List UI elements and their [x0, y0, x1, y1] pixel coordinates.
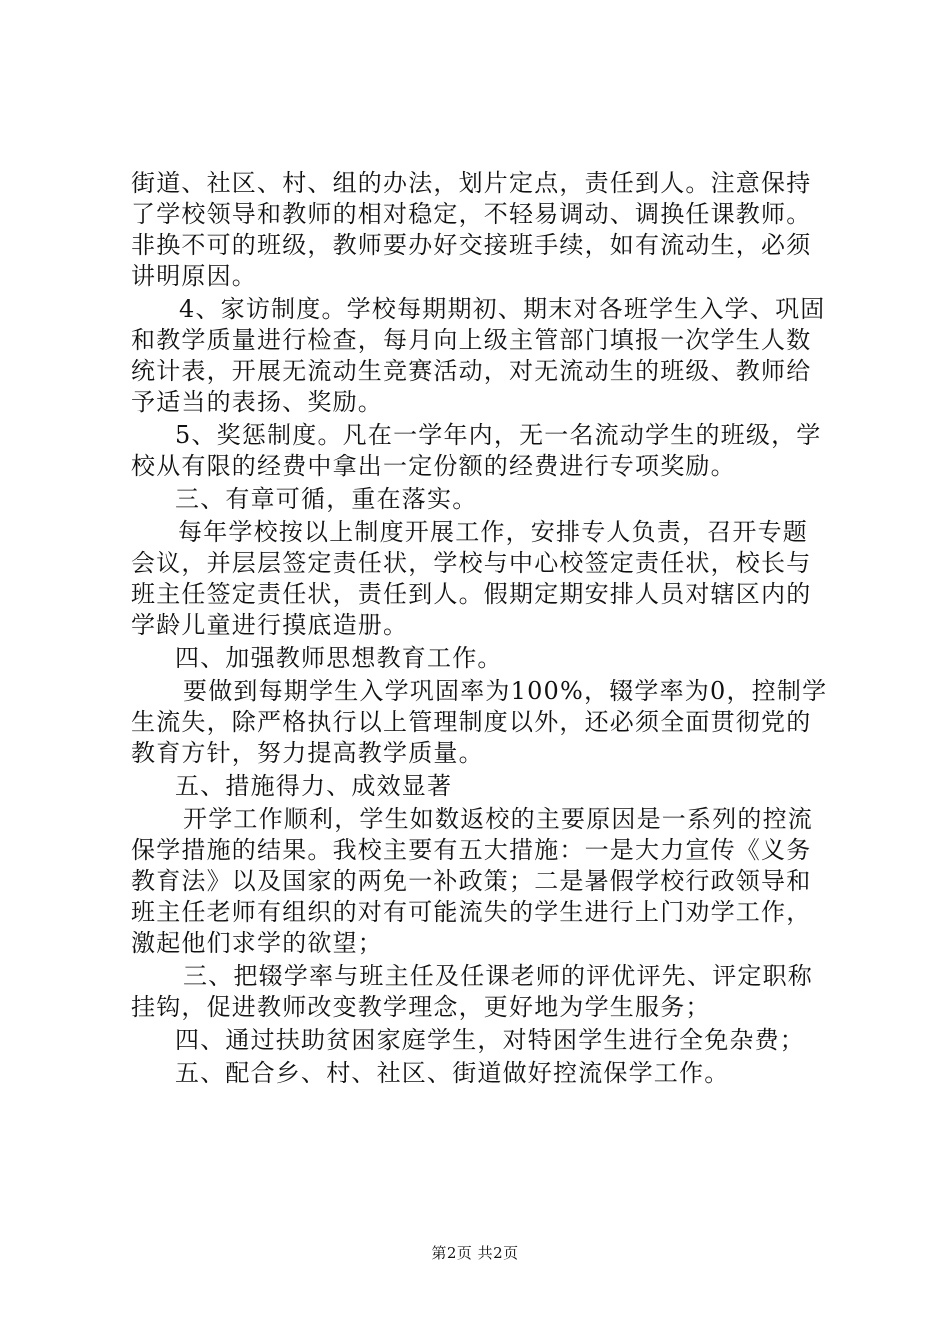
- paragraph-line: 了学校领导和教师的相对稳定，不轻易调动、调换任课教师。: [131, 200, 812, 228]
- paragraph-line: 保学措施的结果。我校主要有五大措施：一是大力宣传《义务: [131, 836, 812, 864]
- paragraph-line: 三、把辍学率与班主任及任课老师的评优评先、评定职称: [183, 962, 813, 990]
- paragraph-line: 激起他们求学的欲望；: [131, 929, 383, 957]
- paragraph-line: 街道、社区、村、组的办法，划片定点，责任到人。注意保持: [131, 169, 812, 197]
- section-heading: 三、有章可循，重在落实。: [175, 485, 478, 513]
- section-heading: 五、措施得力、成效显著: [175, 772, 453, 800]
- document-body: [131, 168, 831, 1089]
- paragraph-line: 校从有限的经费中拿出一定份额的经费进行专项奖励。: [131, 452, 736, 480]
- paragraph-line: 每年学校按以上制度开展工作，安排专人负责，召开专题: [178, 518, 808, 546]
- paragraph-line: 班主任签定责任状，责任到人。假期定期安排人员对辖区内的: [131, 580, 812, 608]
- paragraph-line: 教育方针，努力提高教学质量。: [131, 739, 484, 767]
- paragraph-line: 要做到每期学生入学巩固率为100%，辍学率为0，控制学: [183, 677, 828, 705]
- paragraph-line: 5、奖惩制度。凡在一学年内，无一名流动学生的班级，学: [175, 421, 822, 449]
- paragraph-line: 非换不可的班级，教师要办好交接班手续，如有流动生，必须: [131, 231, 812, 259]
- paragraph-line: 会议，并层层签定责任状，学校与中心校签定责任状，校长与: [131, 549, 812, 577]
- paragraph-line: 和教学质量进行检查，每月向上级主管部门填报一次学生人数: [131, 326, 812, 354]
- paragraph-line: 4、家访制度。学校每期期初、期末对各班学生入学、巩固: [179, 295, 826, 323]
- paragraph-line: 开学工作顺利，学生如数返校的主要原因是一系列的控流: [183, 805, 813, 833]
- paragraph-line: 学龄儿童进行摸底造册。: [131, 611, 409, 639]
- paragraph-line: 挂钩，促进教师改变教学理念，更好地为学生服务；: [131, 993, 711, 1021]
- paragraph-line: 统计表，开展无流动生竞赛活动，对无流动生的班级、教师给: [131, 357, 812, 385]
- paragraph-line: 五、配合乡、村、社区、街道做好控流保学工作。: [175, 1059, 730, 1087]
- paragraph-line: 生流失，除严格执行以上管理制度以外，还必须全面贯彻党的: [131, 708, 812, 736]
- paragraph-line: 予适当的表扬、奖励。: [131, 388, 383, 416]
- page-number-footer: 第2页 共2页: [431, 1244, 519, 1262]
- paragraph-line: 四、通过扶助贫困家庭学生，对特困学生进行全免杂费；: [175, 1026, 805, 1054]
- section-heading: 四、加强教师思想教育工作。: [175, 644, 503, 672]
- paragraph-line: 教育法》以及国家的两免一补政策；二是暑假学校行政领导和: [131, 867, 812, 895]
- paragraph-line: 讲明原因。: [131, 262, 257, 290]
- paragraph-line: 班主任老师有组织的对有可能流失的学生进行上门劝学工作，: [131, 898, 812, 926]
